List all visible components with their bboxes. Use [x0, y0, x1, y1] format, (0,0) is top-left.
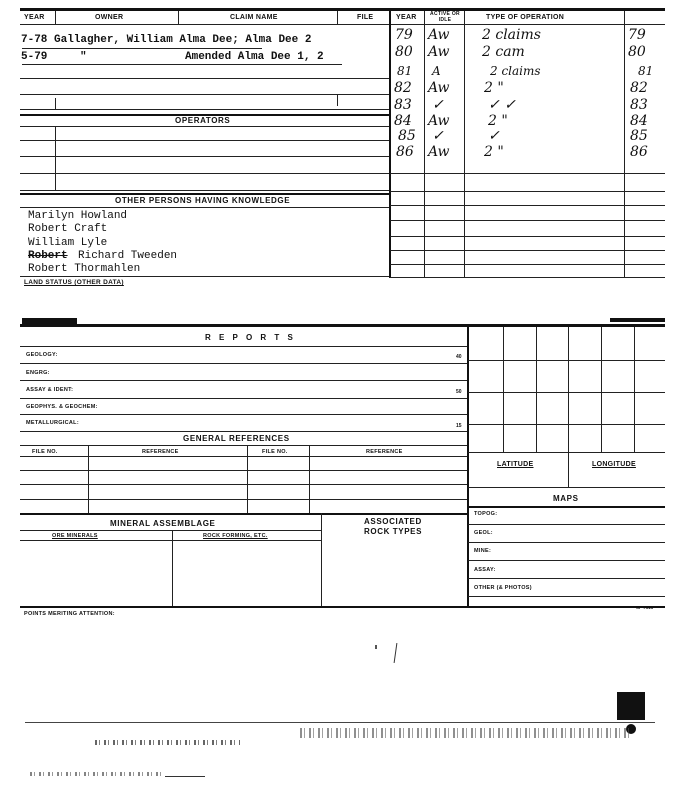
activity-status: Aw: [428, 80, 450, 96]
report-row-line: [20, 380, 468, 381]
header-divider: [337, 11, 338, 24]
report-label-geophys: GEOPHYS. & GEOCHEM:: [26, 404, 98, 410]
maps-row-line: [468, 524, 665, 525]
scan-mark: [30, 772, 165, 776]
activity-year: 84: [394, 113, 412, 129]
operators-header-line: [20, 126, 389, 127]
ownership-row-line: [20, 78, 389, 79]
mineral-subheader-line: [20, 540, 321, 541]
ownership-row-line: [20, 109, 389, 110]
ownership-row-2-year: 5-79: [21, 51, 48, 63]
activity-status: A: [432, 64, 441, 78]
maps-title: MAPS: [553, 494, 579, 503]
mineral-header-line: [20, 530, 321, 531]
genref-col: REFERENCE: [142, 449, 179, 455]
genref-col: REFERENCE: [366, 449, 403, 455]
activity-row-line: [390, 173, 665, 174]
grid-line: [503, 327, 504, 452]
maps-row-assay: ASSAY:: [474, 567, 496, 573]
report-row-line: [20, 414, 468, 415]
general-references-title: GENERAL REFERENCES: [183, 434, 290, 443]
activity-operation: 2 ": [488, 113, 508, 129]
genref-col: FILE NO.: [32, 449, 58, 455]
maps-row-line: [468, 560, 665, 561]
maps-row-line: [468, 578, 665, 579]
mineral-assemblage-title: MINERAL ASSEMBLAGE: [110, 519, 216, 528]
ownership-row-2-claim: Amended Alma Dee 1, 2: [185, 51, 324, 63]
header-bottom-line: [20, 24, 665, 25]
mineral-top-border: [20, 513, 468, 515]
maps-row-topog: TOPOG:: [474, 511, 498, 517]
grid-line: [634, 327, 635, 452]
header-divider: [55, 11, 56, 24]
grid-line: [468, 360, 665, 361]
reports-header-line: [20, 346, 468, 347]
owner-header: OWNER: [95, 14, 124, 21]
scan-mark: [375, 645, 377, 649]
rock-types-label: ROCK TYPES: [364, 527, 423, 536]
activity-row-line: [390, 220, 665, 221]
activity-year: 86: [396, 144, 414, 160]
other-persons-title: OTHER PERSONS HAVING KNOWLEDGE: [115, 196, 291, 205]
active-idle-header: ACTIVE OR IDLE: [430, 11, 460, 23]
year-header: YEAR: [24, 14, 45, 21]
right-panel-border: [467, 327, 469, 607]
activity-year: 80: [395, 44, 413, 60]
activity-year: 81: [397, 64, 413, 78]
persons-header-line: [20, 207, 389, 208]
scan-mark: [165, 776, 205, 777]
report-row-line: [20, 398, 468, 399]
grid-line: [601, 327, 602, 452]
report-row-line: [20, 363, 468, 364]
maps-top-line: [468, 487, 665, 488]
persons-top-border: [20, 193, 389, 195]
maps-row-geol: GEOL:: [474, 530, 493, 536]
activity-operation: 2 ": [484, 144, 504, 160]
report-number: 50: [456, 389, 462, 395]
maps-header-line: [468, 506, 665, 508]
mineral-divider: [321, 513, 322, 607]
points-meriting-label: POINTS MERITING ATTENTION:: [24, 611, 115, 617]
year2-header: YEAR: [396, 14, 417, 21]
activity-operation: 2 ": [484, 80, 504, 96]
ore-minerals-label: ORE MINERALS: [52, 533, 98, 539]
grid-line: [468, 424, 665, 425]
operators-row-line: [20, 190, 389, 191]
grid-line: [536, 327, 537, 452]
activity-year: 85: [398, 128, 416, 144]
activity-note: 85: [630, 128, 648, 144]
activity-row-line: [390, 236, 665, 237]
rock-forming-label: ROCK FORMING, ETC.: [203, 533, 268, 539]
activity-row-line: [390, 277, 665, 278]
report-number: 40: [456, 354, 462, 360]
scan-mark: [617, 692, 645, 720]
activity-note: 80: [628, 44, 646, 60]
person-name: Richard Tweeden: [78, 250, 178, 262]
ownership-tick: [55, 98, 56, 110]
report-label-engrg: ENGRG:: [26, 370, 50, 376]
file-header: FILE: [357, 14, 374, 21]
report-label-assay: ASSAY & IDENT:: [26, 387, 74, 393]
associated-label: ASSOCIATED: [364, 517, 422, 526]
top-border: [20, 8, 665, 11]
report-label-geology: GEOLOGY:: [26, 352, 58, 358]
latitude-label: LATITUDE: [497, 461, 534, 468]
maps-row-line: [468, 596, 665, 597]
ownership-underline: [22, 48, 262, 49]
grid-line: [568, 327, 569, 487]
activity-row-line: [390, 205, 665, 206]
land-status-label: LAND STATUS (OTHER DATA): [24, 279, 124, 286]
activity-note: 81: [638, 64, 654, 78]
activity-status: Aw: [428, 44, 450, 60]
activity-row-line: [390, 191, 665, 192]
scan-mark: [394, 643, 398, 663]
activity-note: 86: [630, 144, 648, 160]
activity-status: ✓: [432, 128, 444, 144]
activity-operation: 2 cam: [482, 44, 525, 60]
operators-row-line: [20, 156, 389, 157]
form-bottom-border: [20, 606, 665, 608]
activity-row-line: [390, 264, 665, 265]
scan-mark: [25, 722, 655, 723]
activity-status: Aw: [428, 27, 450, 43]
activity-row-line: [390, 250, 665, 251]
longitude-label: LONGITUDE: [592, 461, 636, 468]
scan-mark: [22, 318, 77, 324]
activity-year: 83: [394, 97, 412, 113]
person-name: William Lyle: [28, 237, 108, 249]
activity-note: 79: [628, 27, 646, 43]
maps-row-other: OTHER (& PHOTOS): [474, 585, 532, 591]
mineral-divider: [172, 530, 173, 607]
activity-divider: [424, 11, 425, 278]
scan-mark: [95, 740, 240, 745]
genref-col: FILE NO.: [262, 449, 288, 455]
scan-mark: [610, 318, 665, 322]
activity-note: 84: [630, 113, 648, 129]
grid-line: [468, 392, 665, 393]
activity-operation: 2 claims: [490, 64, 541, 78]
report-number: 15: [456, 423, 462, 429]
activity-operation: ✓: [488, 128, 500, 144]
operators-row-line: [20, 140, 389, 141]
activity-left-border: [389, 11, 391, 278]
maps-row-mine: MINE:: [474, 548, 492, 554]
activity-status: Aw: [428, 144, 450, 160]
ownership-row-1: 7-78 Gallagher, William Alma Dee; Alma Dee 2: [21, 34, 312, 46]
maps-row-line: [468, 542, 665, 543]
form-code: SP 7515: [636, 605, 654, 610]
ownership-row-2-ditto: ": [80, 51, 87, 63]
person-name: Marilyn Howland: [28, 210, 128, 222]
activity-operation: 2 claims: [482, 27, 541, 43]
type-operation-header: TYPE OF OPERATION: [486, 14, 565, 21]
report-label-metallurgical: METALLURGICAL:: [26, 420, 79, 426]
activity-status: ✓: [432, 97, 444, 113]
persons-bottom-line: [20, 276, 389, 277]
person-name: Robert Thormahlen: [28, 263, 141, 275]
activity-note: 82: [630, 80, 648, 96]
operators-divider: [55, 126, 56, 190]
operators-title: OPERATORS: [175, 116, 231, 125]
operators-row-line: [20, 173, 389, 174]
header-divider: [178, 11, 179, 24]
claim-name-header: CLAIM NAME: [230, 14, 278, 21]
ownership-row-line: [20, 94, 389, 95]
activity-year: 82: [394, 80, 412, 96]
activity-note: 83: [630, 97, 648, 113]
scan-mark: [300, 728, 630, 738]
activity-divider: [464, 11, 465, 278]
grid-line: [468, 452, 665, 453]
struck-name: Robert: [28, 250, 68, 262]
ownership-underline: [22, 64, 342, 65]
genref-divider: [88, 445, 89, 513]
reports-title: R E P O R T S: [205, 333, 296, 342]
activity-divider: [624, 11, 625, 278]
person-name: Robert Craft: [28, 223, 108, 235]
ownership-tick: [337, 94, 338, 106]
genref-divider: [247, 445, 248, 513]
report-row-line: [20, 431, 468, 432]
activity-year: 79: [395, 27, 413, 43]
genref-divider: [309, 445, 310, 513]
activity-operation: ✓ ✓: [488, 97, 516, 113]
activity-status: Aw: [428, 113, 450, 129]
